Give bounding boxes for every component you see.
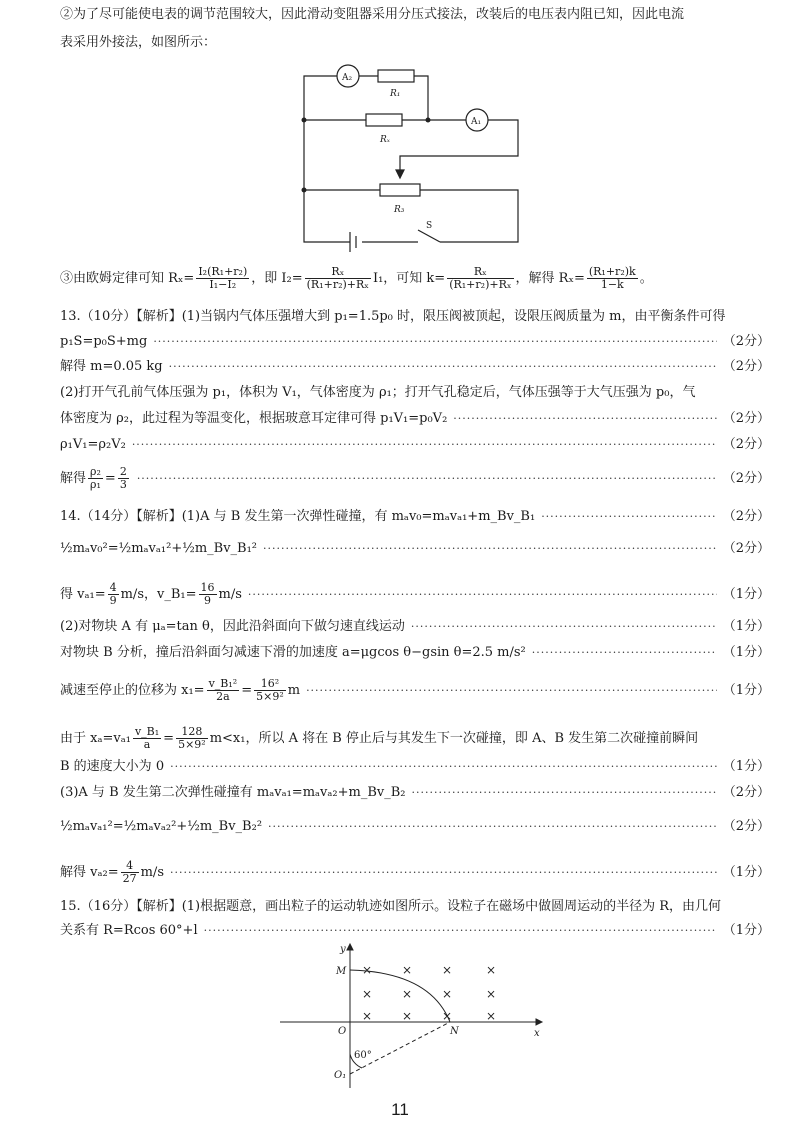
r3-label: R₃ (394, 205, 405, 215)
q14-line-3: 得 vₐ₁= $\frac{4}{9}$ m/s，v_B₁= $\frac{16}{9}$ m/s ····· （1分） (60, 582, 770, 607)
cross-mark: × (402, 1009, 413, 1023)
q13-line-7: 解得 $\frac{\text{ρ₂}}{\text{ρ₁}}$ = $\frac{2}{3}$ ····· （2分） (60, 466, 770, 491)
fraction: $\frac{4}{9}$ (109, 581, 117, 607)
fraction: $\frac{128}{\text{5×9²}}$ (178, 725, 206, 751)
cross-mark: × (486, 987, 497, 1001)
fraction: $\frac{\text{v\_B₁²}}{2a}$ (208, 677, 238, 703)
point-o1-label: O₁ (334, 1070, 347, 1081)
q13-line-4: (2)打开气孔前气体压强为 p₁，体积为 V₁，气体密度为 ρ₁；打开气孔稳定后，气体压强等于大气压强为 p₀，气 (60, 385, 696, 400)
cross-mark: × (486, 963, 497, 977)
q13-line-5: 体密度为 ρ₂，此过程为等温变化，根据玻意耳定律可得 p₁V₁=p₀V₂ ····· （2分） (60, 410, 770, 428)
circuit-diagram (290, 58, 540, 258)
fraction: $\frac{\text{Rₓ}}{\text{(R₁+r₂)+Rₓ}}$ (306, 265, 369, 291)
fraction: $\frac{\text{I₂(R₁+r₂)}}{\text{I₁−I₂}}$ (198, 265, 248, 291)
fraction: $\frac{\text{(R₁+r₂)k}}{1-k}$ (588, 265, 636, 291)
cross-mark: × (442, 1009, 453, 1023)
cross-mark: × (442, 987, 453, 1001)
fraction: $\frac{16}{9}$ (200, 581, 215, 607)
q15-line-2: 关系有 R=Rcos 60°+l ····· （1分） (60, 922, 770, 940)
q14-line-9: (3)A 与 B 发生第二次弹性碰撞有 mₐvₐ₁=mₐvₐ₂+m_Bv_B₂ ····· （2分） (60, 784, 770, 802)
q12-line-1: ②为了尽可能使电表的调节范围较大，因此滑动变阻器采用分压式接法，改装后的电压表内阻已知，因此电流 (60, 7, 685, 22)
point-n-label: N (450, 1026, 459, 1037)
cross-mark: × (362, 987, 373, 1001)
q14-line-4: (2)对物块 A 有 μₐ=tan θ，因此沿斜面向下做匀速直线运动 ····· （1分） (60, 618, 770, 636)
q14-line-6: 减速至停止的位移为 x₁= $\frac{\text{v\_B₁²}}{2a}$ = $\frac{\text{16²}}{\text{5×9²}}$ m ····· （1分） (60, 678, 770, 703)
q14-line-8: B 的速度大小为 0 ····· （1分） (60, 758, 770, 776)
rx-label: Rₓ (380, 135, 390, 145)
q15-line-1: 15.（16分）【解析】(1)根据题意，画出粒子的运动轨迹如图所示。设粒子在磁场中做圆周运动的半径为 R，由几何 (60, 899, 722, 914)
q12-line-2: 表采用外接法，如图所示： (60, 35, 217, 50)
q14-line-5: 对物块 B 分析，撞后沿斜面匀减速下滑的加速度 a=μgcos θ−gsin θ=2.5 m/s² ····· （1分） (60, 644, 770, 662)
a1-label: A₁ (471, 117, 482, 127)
y-axis-label: y (340, 944, 346, 955)
cross-mark: × (402, 963, 413, 977)
page-number: 11 (391, 1100, 409, 1119)
cross-mark: × (362, 963, 373, 977)
switch-label: S (426, 221, 433, 231)
fraction: $\frac{\text{Rₓ}}{\text{(R₁+r₂)+Rₓ}}$ (449, 265, 512, 291)
cross-mark: × (486, 1009, 497, 1023)
x-axis-label: x (534, 1028, 540, 1039)
q14-line-2: ½mₐv₀²=½mₐvₐ₁²+½m_Bv_B₁² ····· （2分） (60, 540, 770, 558)
angle-label: 60° (354, 1050, 372, 1061)
fraction: $\frac{\text{ρ₂}}{\text{ρ₁}}$ (90, 465, 101, 491)
fraction: $\frac{\text{v\_B₁}}{a}$ (134, 725, 160, 751)
a2-label: A₂ (342, 73, 353, 83)
q13-line-1: 13.（10分）【解析】(1)当锅内气体压强增大到 p₁=1.5p₀ 时，限压阀被顶起，设限压阀质量为 m，由平衡条件可得 (60, 309, 726, 324)
q13-line-3: 解得 m=0.05 kg ····· （2分） (60, 358, 770, 376)
q14-line-7: 由于 xₐ=vₐ₁ $\frac{\text{v\_B₁}}{a}$ = $\frac{128}{\text{5×9²}}$ m<x₁，所以 A 将在 B 停止后与其发生下一次碰撞，即 A、B 发生第二次碰撞前瞬间 (60, 725, 699, 751)
q14-line-1: 14.（14分）【解析】(1)A 与 B 发生第一次弹性碰撞，有 mₐv₀=mₐvₐ₁+m_Bv_B₁ ····· （2分） (60, 508, 770, 526)
cross-mark: × (442, 963, 453, 977)
cross-mark: × (402, 987, 413, 1001)
q13-line-2: p₁S=p₀S+mg ····· （2分） (60, 333, 770, 351)
point-m-label: M (336, 966, 347, 977)
q14-line-11: 解得 vₐ₂= $\frac{4}{27}$ m/s ····· （1分） (60, 860, 770, 885)
fraction: $\frac{4}{27}$ (122, 859, 137, 885)
fraction: $\frac{\text{16²}}{\text{5×9²}}$ (256, 677, 284, 703)
q12-line-3: ③由欧姆定律可知 Rₓ= $\frac{\text{I₂(R₁+r₂)}}{\text{I₁−I₂}}$ ，即 I₂= $\frac{\text{Rₓ}}{\text{(R₁+r₂)+Rₓ}}$ I₁，可知 k= $\frac{\text{Rₓ}}{\text{(R₁+r₂)+Rₓ}}$ ，解得 Rₓ= $\frac{\text{(R₁+r₂)k}}{1-k}$ 。 (60, 265, 653, 291)
q14-line-10: ½mₐvₐ₁²=½mₐvₐ₂²+½m_Bv_B₂² ····· （2分） (60, 818, 770, 836)
cross-mark: × (362, 1009, 373, 1023)
r1-label: R₁ (390, 89, 401, 99)
trajectory-figure (280, 942, 550, 1088)
origin-label: O (338, 1026, 347, 1037)
fraction: $\frac{2}{3}$ (119, 465, 127, 491)
q13-line-6: ρ₁V₁=ρ₂V₂ ····· （2分） (60, 436, 770, 454)
